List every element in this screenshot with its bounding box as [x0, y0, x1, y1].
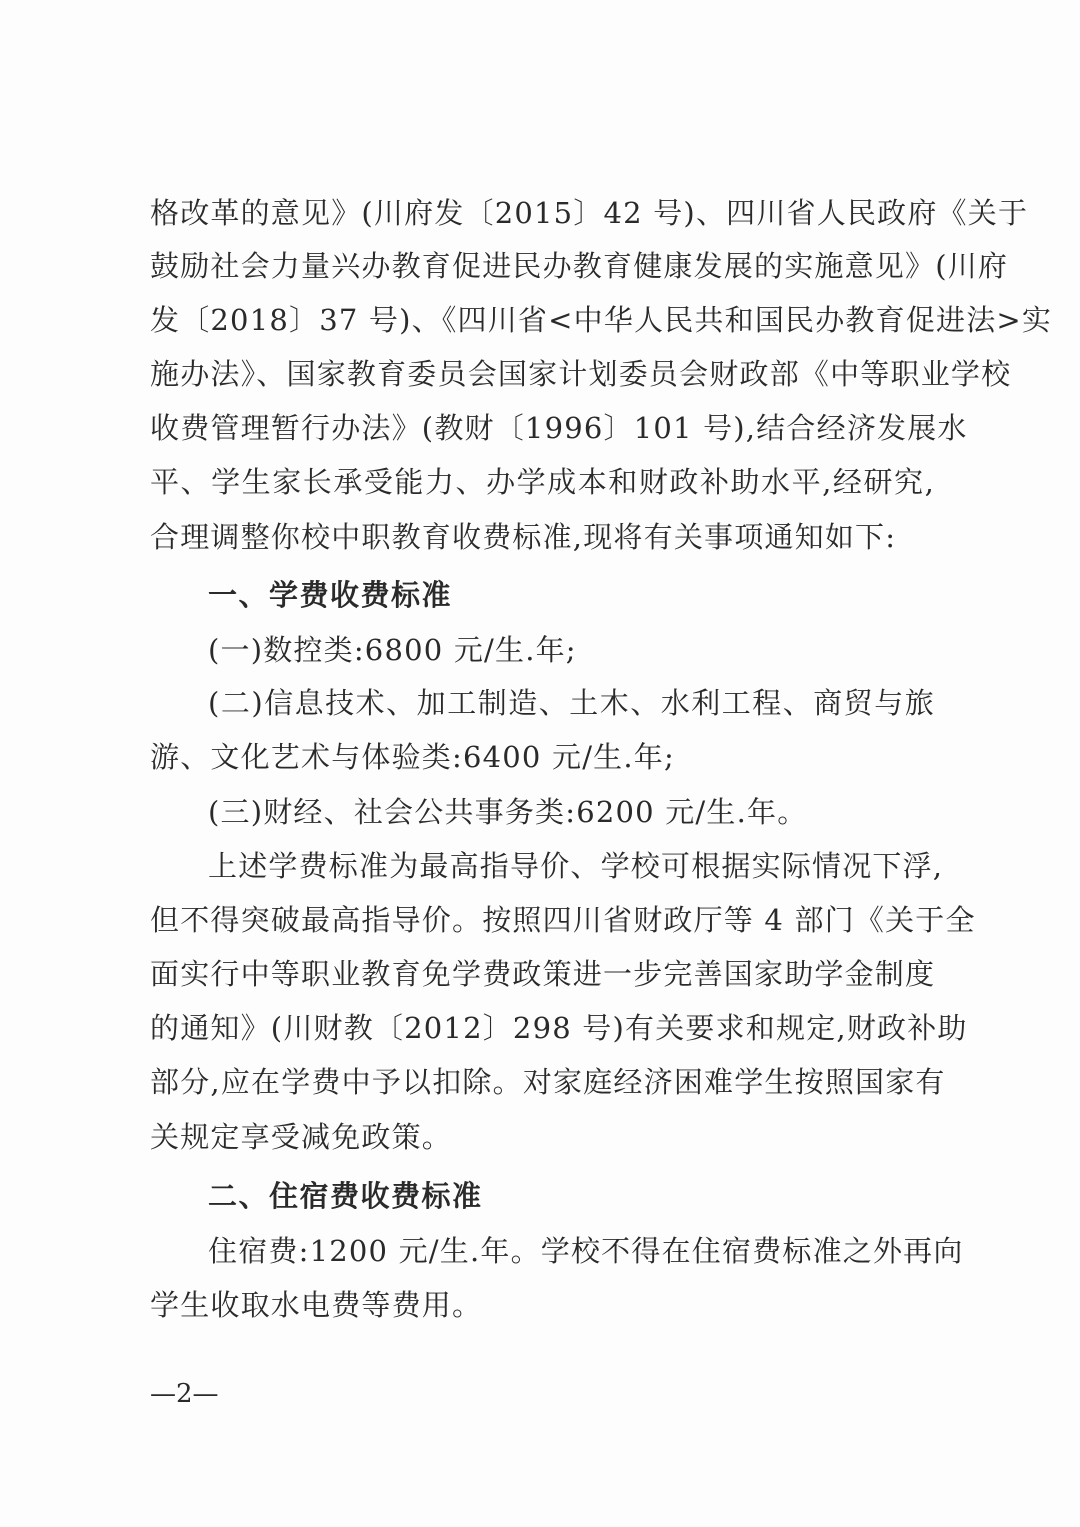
tuition-item-2-line-2: 游、文化艺术与体验类:6400 元/生.年; — [150, 740, 675, 774]
body-line-2: 鼓励社会力量兴办教育促进民办教育健康发展的实施意见》(川府 — [150, 249, 1009, 283]
tuition-para-line-5: 部分,应在学费中予以扣除。对家庭经济困难学生按照国家有 — [150, 1065, 946, 1099]
body-line-3: 发〔2018〕37 号)、《四川省<中华人民共和国民办教育促进法>实 — [150, 303, 1053, 337]
tuition-para-line-6: 关规定享受减免政策。 — [150, 1120, 453, 1154]
tuition-item-1: (一)数控类:6800 元/生.年; — [208, 633, 577, 667]
tuition-item-2-line-1: (二)信息技术、加工制造、土木、水利工程、商贸与旅 — [208, 686, 935, 720]
tuition-para-line-4: 的通知》(川财教〔2012〕298 号)有关要求和规定,财政补助 — [150, 1011, 968, 1045]
dormitory-para-line-2: 学生收取水电费等费用。 — [150, 1288, 483, 1322]
tuition-para-line-3: 面实行中等职业教育免学费政策进一步完善国家助学金制度 — [150, 957, 936, 991]
section-heading-dormitory: 二、住宿费收费标准 — [208, 1179, 483, 1213]
section-heading-tuition: 一、学费收费标准 — [208, 578, 453, 612]
body-line-4: 施办法》、国家教育委员会国家计划委员会财政部《中等职业学校 — [150, 357, 1012, 391]
page-number: —2— — [150, 1379, 219, 1409]
body-line-6: 平、学生家长承受能力、办学成本和财政补助水平,经研究, — [150, 465, 935, 499]
body-line-1: 格改革的意见》(川府发〔2015〕42 号)、四川省人民政府《关于 — [150, 196, 1029, 230]
tuition-para-line-2: 但不得突破最高指导价。按照四川省财政厅等 4 部门《关于全 — [150, 903, 976, 937]
tuition-item-3: (三)财经、社会公共事务类:6200 元/生.年。 — [208, 795, 808, 829]
body-line-7: 合理调整你校中职教育收费标准,现将有关事项通知如下: — [150, 520, 897, 554]
dormitory-para-line-1: 住宿费:1200 元/生.年。学校不得在住宿费标准之外再向 — [208, 1234, 964, 1268]
tuition-para-line-1: 上述学费标准为最高指导价、学校可根据实际情况下浮, — [208, 849, 944, 883]
body-line-5: 收费管理暂行办法》(教财〔1996〕101 号),结合经济发展水 — [150, 411, 968, 445]
